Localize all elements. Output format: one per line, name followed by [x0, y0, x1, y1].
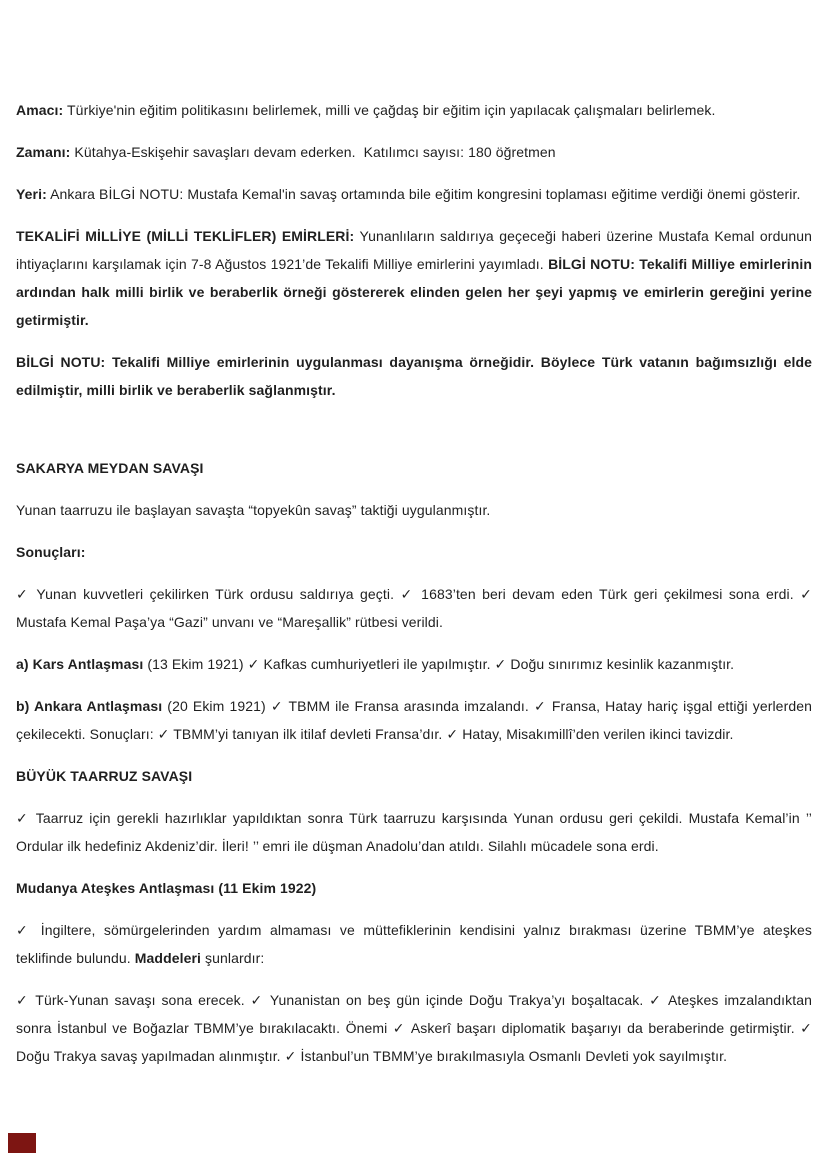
paragraph: [16, 538, 812, 566]
bold-text-run: a) Kars Antlaşması: [16, 656, 144, 672]
page-corner-marker-bottom: [8, 1133, 36, 1153]
paragraph: [16, 986, 812, 1070]
paragraph: [16, 96, 812, 124]
text-run: Ankara BİLGİ NOTU: Mustafa Kemal'in savaş ortamında bile eğitim kongresini toplaması eğitime verdiği önemi gösterir.: [46, 186, 801, 202]
paragraph: [16, 804, 812, 860]
text-run: ✓ Türk-Yunan savaşı sona erecek. ✓ Yunanistan on beş gün içinde Doğu Trakya’yı boşaltacak. ✓ Ateşkes imzalandıktan sonra İstanbul ve Boğazlar TBMM’ye bırakılacaktı. Önemi ✓ Askerî başarı diplomatik başarıyı da beraberinde getirmiştir. ✓ Doğu Trakya savaş yapılmadan alınmıştır. ✓ İstanbul’un TBMM’ye bırakılmasıyla Osmanlı Devleti yok sayılmıştır.: [16, 992, 812, 1064]
bold-text-run: TEKALİFİ MİLLİYE (MİLLİ TEKLİFLER) EMİRLERİ:: [16, 228, 355, 244]
bold-text-run: BÜYÜK TAARRUZ SAVAŞI: [16, 768, 193, 784]
paragraph: [16, 580, 812, 636]
paragraph: [16, 138, 812, 166]
text-run: Yunanlıların saldırıya geçeceği haberi üzerine Mustafa Kemal ordunun ihtiyaçlarını karşılamak için 7-8 Ağustos 1921’de Tekalifi Milliye emirlerini yayımladı.: [16, 228, 813, 272]
text-run: (13 Ekim 1921) ✓ Kafkas cumhuriyetleri ile yapılmıştır. ✓ Doğu sınırımız kesinlik kazanmıştır.: [143, 656, 735, 672]
bold-text-run: Maddeleri: [134, 950, 202, 966]
paragraph: [16, 496, 812, 524]
text-run: ✓ Taarruz için gerekli hazırlıklar yapıldıktan sonra Türk taarruzu karşısında Yunan ordusu geri çekildi. Mustafa Kemal’in ’’ Ordular ilk hedefiniz Akdeniz’dir. İleri! ’’ emri ile düşman Anadolu’dan atıldı. Silahlı mücadele sona erdi.: [16, 810, 812, 854]
paragraph: [16, 692, 812, 748]
text-run: (20 Ekim 1921) ✓ TBMM ile Fransa arasında imzalandı. ✓ Fransa, Hatay hariç işgal ettiği yerlerden çekilecekti. Sonuçları: ✓ TBMM’yi tanıyan ilk itilaf devleti Fransa’dır. ✓ Hatay, Misakımillî’den verilen ikinci tavizdir.: [16, 698, 812, 742]
text-run: ✓ Yunan kuvvetleri çekilirken Türk ordusu saldırıya geçti. ✓ 1683’ten beri devam eden Türk geri çekilmesi sona erdi. ✓ Mustafa Kemal Paşa’ya “Gazi” unvanı ve “Mareşallik” rütbesi verildi.: [16, 586, 812, 630]
bold-text-run: Yeri:: [16, 186, 47, 202]
text-run: ✓ İngiltere, sömürgelerinden yardım almaması ve müttefiklerinin kendisini yalnız bırakması üzerine TBMM’ye ateşkes teklifinde bulundu.: [16, 922, 812, 966]
section-heading: [16, 874, 812, 902]
bold-text-run: BİLGİ NOTU: Tekalifi Milliye emirlerinin ardından halk milli birlik ve beraberlik örneği göstererek elinden gelen her şeyi yapmış ve emirlerin gereğini yerine getirmiştir.: [16, 256, 812, 328]
paragraph: [16, 650, 812, 678]
bold-text-run: Sonuçları:: [16, 544, 86, 560]
section-heading: [16, 454, 812, 482]
paragraph: [16, 348, 812, 404]
bold-text-run: b) Ankara Antlaşması: [16, 698, 163, 714]
text-run: Kütahya-Eskişehir savaşları devam ederken. Katılımcı sayısı: 180 öğretmen: [70, 144, 556, 160]
text-run: Türkiye'nin eğitim politikasını belirlemek, milli ve çağdaş bir eğitim için yapılacak çalışmaları belirlemek.: [63, 102, 716, 118]
paragraph: [16, 916, 812, 972]
bold-text-run: Amacı:: [16, 102, 64, 118]
bold-text-run: Zamanı:: [16, 144, 71, 160]
text-run: şunlardır:: [201, 950, 265, 966]
section-heading: [16, 762, 812, 790]
bold-text-run: SAKARYA MEYDAN SAVAŞI: [16, 460, 204, 476]
paragraph: [16, 180, 812, 208]
paragraph-spacer: [16, 418, 812, 454]
paragraph: [16, 222, 812, 334]
text-run: Yunan taarruzu ile başlayan savaşta “topyekûn savaş” taktiği uygulanmıştır.: [16, 502, 491, 518]
bold-text-run: Mudanya Ateşkes Antlaşması (11 Ekim 1922): [16, 880, 317, 896]
bold-text-run: BİLGİ NOTU: Tekalifi Milliye emirlerinin uygulanması dayanışma örneğidir. Böylece Türk vatanın bağımsızlığı elde edilmiştir, milli birlik ve beraberlik sağlanmıştır.: [16, 354, 812, 398]
